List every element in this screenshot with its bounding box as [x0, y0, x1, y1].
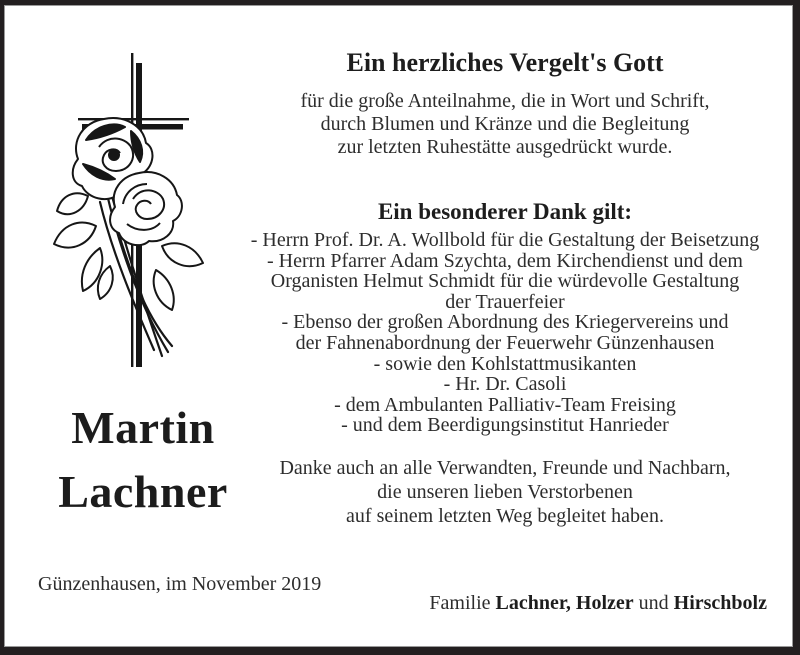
thanks-line: - und dem Beerdigungsinstitut Hanrieder [341, 414, 669, 437]
special-thanks-title: Ein besonderer Dank gilt: [377, 199, 633, 224]
deceased-last-name: Lachner [58, 466, 228, 517]
intro-line: zur letzten Ruhestätte ausgedrückt wurde. [337, 136, 673, 158]
thanks-line: Organisten Helmut Schmidt für die würdevolle Gestaltung [270, 270, 740, 293]
place-date-line: Günzenhausen, im November 2019 [38, 573, 322, 595]
cross-and-roses-icon [44, 50, 244, 375]
thanks-line: - Hr. Dr. Casoli [443, 373, 567, 396]
thanks-line: - dem Ambulanten Palliativ-Team Freising [334, 393, 676, 416]
family-prefix: Familie [429, 592, 496, 614]
thanks-line: - Herrn Prof. Dr. A. Wollbold für die Gestaltung der Beisetzung [250, 229, 760, 251]
family-name-bold-2: Hirschbolz [673, 592, 767, 614]
closing-line: die unseren lieben Verstorbenen [377, 481, 633, 503]
notice-title: Ein herzliches Vergelt's Gott [346, 48, 664, 77]
thanks-line: der Trauerfeier [445, 290, 565, 313]
thanks-line: - Herrn Pfarrer Adam Szychta, dem Kirchendienst und dem [267, 249, 743, 272]
thanks-line: - Ebenso der großen Abordnung des Kriegervereins und [281, 311, 729, 334]
closing-line: auf seinem letzten Weg begleitet haben. [346, 505, 664, 527]
family-connector: und [633, 592, 674, 614]
special-thanks-list [238, 230, 772, 436]
family-names-bold: Lachner, Holzer [495, 592, 634, 614]
thanks-line: der Fahnenabordnung der Feuerwehr Günzenhausen [295, 331, 715, 354]
closing-line: Danke auch an alle Verwandten, Freunde und Nachbarn, [279, 457, 731, 479]
thanks-line: - sowie den Kohlstattmusikanten [373, 352, 637, 375]
intro-line: für die große Anteilnahme, die in Wort und Schrift, [300, 90, 710, 112]
deceased-name [12, 396, 274, 524]
intro-line: durch Blumen und Kränze und die Begleitung [320, 113, 690, 135]
closing-paragraph [238, 456, 772, 528]
family-signature [429, 592, 767, 615]
deceased-first-name: Martin [71, 402, 215, 453]
intro-paragraph [238, 90, 772, 159]
rose-blossom-lower [110, 172, 182, 245]
